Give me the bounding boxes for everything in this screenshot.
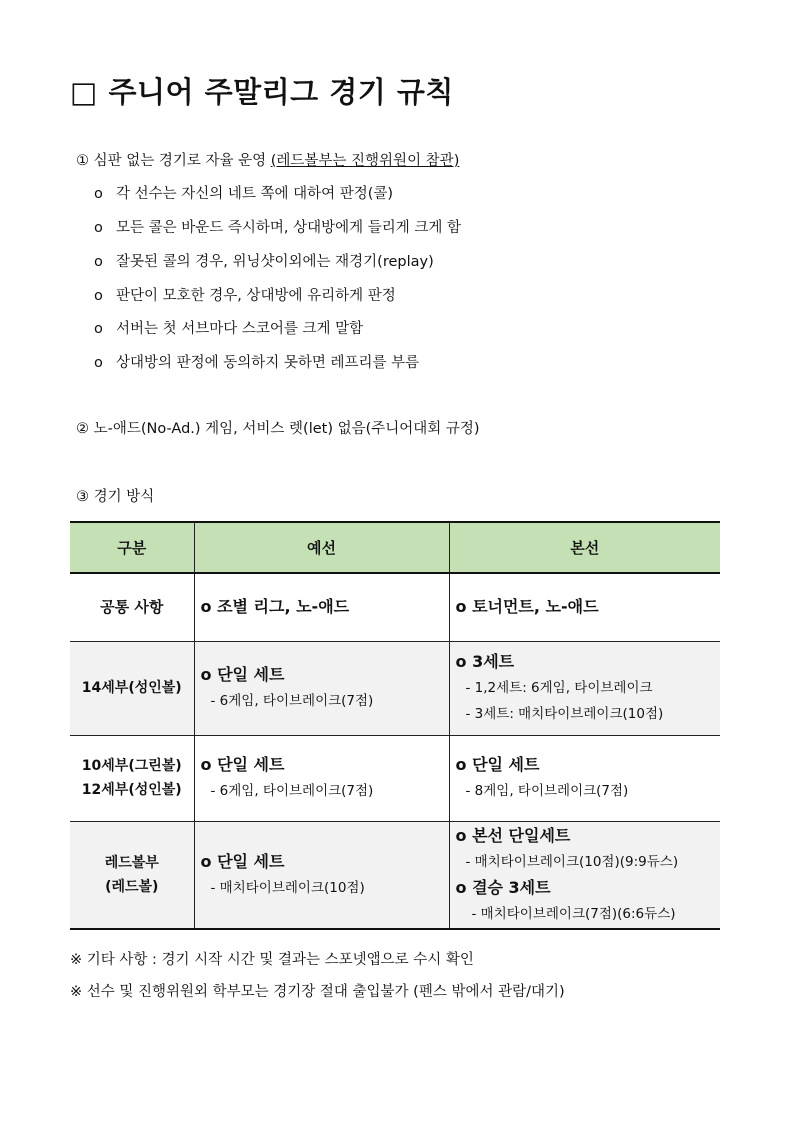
category-line: (레드볼) xyxy=(105,878,159,895)
final-line: - 1,2세트: 6게임, 타이브레이크 xyxy=(465,680,653,696)
prelim-line: o 조별 리그, 노-애드 xyxy=(200,597,350,617)
bullet-marker: o xyxy=(94,321,103,337)
table-row xyxy=(70,735,720,821)
match-format-table xyxy=(70,521,720,930)
prelim-line: - 6게임, 타이브레이크(7점) xyxy=(210,693,374,709)
section-1-heading xyxy=(76,149,459,170)
rule-item-text: 각 선수는 자신의 네트 쪽에 대하여 판정(콜) xyxy=(116,186,394,202)
prelim-line: - 6게임, 타이브레이크(7점) xyxy=(210,783,374,799)
category-line: 12세부(성인볼) xyxy=(81,782,182,798)
row-category xyxy=(70,821,194,929)
table-row xyxy=(70,641,720,735)
rule-item-text: 상대방의 판정에 동의하지 못하면 레프리를 부름 xyxy=(116,355,420,371)
final-line: o 단일 세트 xyxy=(455,755,540,774)
table-row xyxy=(70,821,720,929)
bullet-marker: o xyxy=(94,186,103,202)
rule-item xyxy=(94,284,396,305)
bullet-marker: o xyxy=(94,288,103,304)
final-cell xyxy=(449,573,720,641)
category-line: 10세부(그린볼) xyxy=(81,758,182,774)
note-line: ※ 선수 및 진행위원외 학부모는 경기장 절대 출입불가 (펜스 밖에서 관람/대기) xyxy=(70,984,565,1000)
rule-item-text: 서버는 첫 서브마다 스코어를 크게 말함 xyxy=(116,321,364,337)
final-cell xyxy=(449,821,720,929)
bullet-marker: o xyxy=(94,254,103,270)
prelim-cell xyxy=(194,573,449,641)
page-title: □ 주니어 주말리그 경기 규칙 xyxy=(70,75,454,109)
row-category xyxy=(70,641,194,735)
category-line: 공통 사항 xyxy=(100,598,164,617)
prelim-cell xyxy=(194,641,449,735)
rule-item xyxy=(94,351,419,372)
final-line: - 8게임, 타이브레이크(7점) xyxy=(465,783,629,799)
final-line: - 매치타이브레이크(7점)(6:6듀스) xyxy=(471,905,676,922)
prelim-cell xyxy=(194,735,449,821)
category-line: 레드볼부 xyxy=(104,854,159,871)
rule-item-text: 잘못된 콜의 경우, 위닝샷이외에는 재경기(replay) xyxy=(116,254,434,270)
final-line: o 3세트 xyxy=(455,652,515,671)
section-2-heading: ② 노-애드(No-Ad.) 게임, 서비스 렛(let) 없음(주니어대회 규정) xyxy=(76,421,480,437)
table-header-row xyxy=(70,522,720,573)
prelim-line: o 단일 세트 xyxy=(200,851,285,871)
final-line: o 본선 단일세트 xyxy=(455,825,571,845)
row-category xyxy=(70,735,194,821)
rule-item xyxy=(94,317,363,338)
prelim-line: o 단일 세트 xyxy=(200,665,285,684)
rule-item xyxy=(94,182,393,203)
header-final: 본선 xyxy=(449,522,720,573)
section-1-heading-text: ① 심판 없는 경기로 자율 운영 xyxy=(76,153,271,169)
bullet-marker: o xyxy=(94,355,103,371)
final-cell xyxy=(449,641,720,735)
category-line: 14세부(성인볼) xyxy=(81,680,182,696)
rule-item xyxy=(94,250,434,271)
row-category xyxy=(70,573,194,641)
rule-item-text: 판단이 모호한 경우, 상대방에 유리하게 판정 xyxy=(116,288,396,304)
header-prelim: 예선 xyxy=(194,522,449,573)
final-line: - 매치타이브레이크(10점)(9:9듀스) xyxy=(465,853,679,870)
section-1-heading-note: (레드볼부는 진행위원이 참관) xyxy=(270,153,460,169)
final-line: - 3세트: 매치타이브레이크(10점) xyxy=(465,706,664,722)
rule-item xyxy=(94,216,461,237)
prelim-cell xyxy=(194,821,449,929)
rule-item-text: 모든 콜은 바운드 즉시하며, 상대방에게 들리게 크게 함 xyxy=(116,220,462,236)
note-line: ※ 기타 사항 : 경기 시작 시간 및 결과는 스포넷앱으로 수시 확인 xyxy=(70,952,474,968)
table-row xyxy=(70,573,720,641)
header-category: 구분 xyxy=(70,522,194,573)
prelim-line: - 매치타이브레이크(10점) xyxy=(210,879,365,896)
final-line: o 토너먼트, 노-애드 xyxy=(455,597,599,617)
final-cell xyxy=(449,735,720,821)
bullet-marker: o xyxy=(94,220,103,236)
section-3-heading: ③ 경기 방식 xyxy=(76,489,155,505)
final-line: o 결승 3세트 xyxy=(455,877,551,897)
prelim-line: o 단일 세트 xyxy=(200,755,285,774)
